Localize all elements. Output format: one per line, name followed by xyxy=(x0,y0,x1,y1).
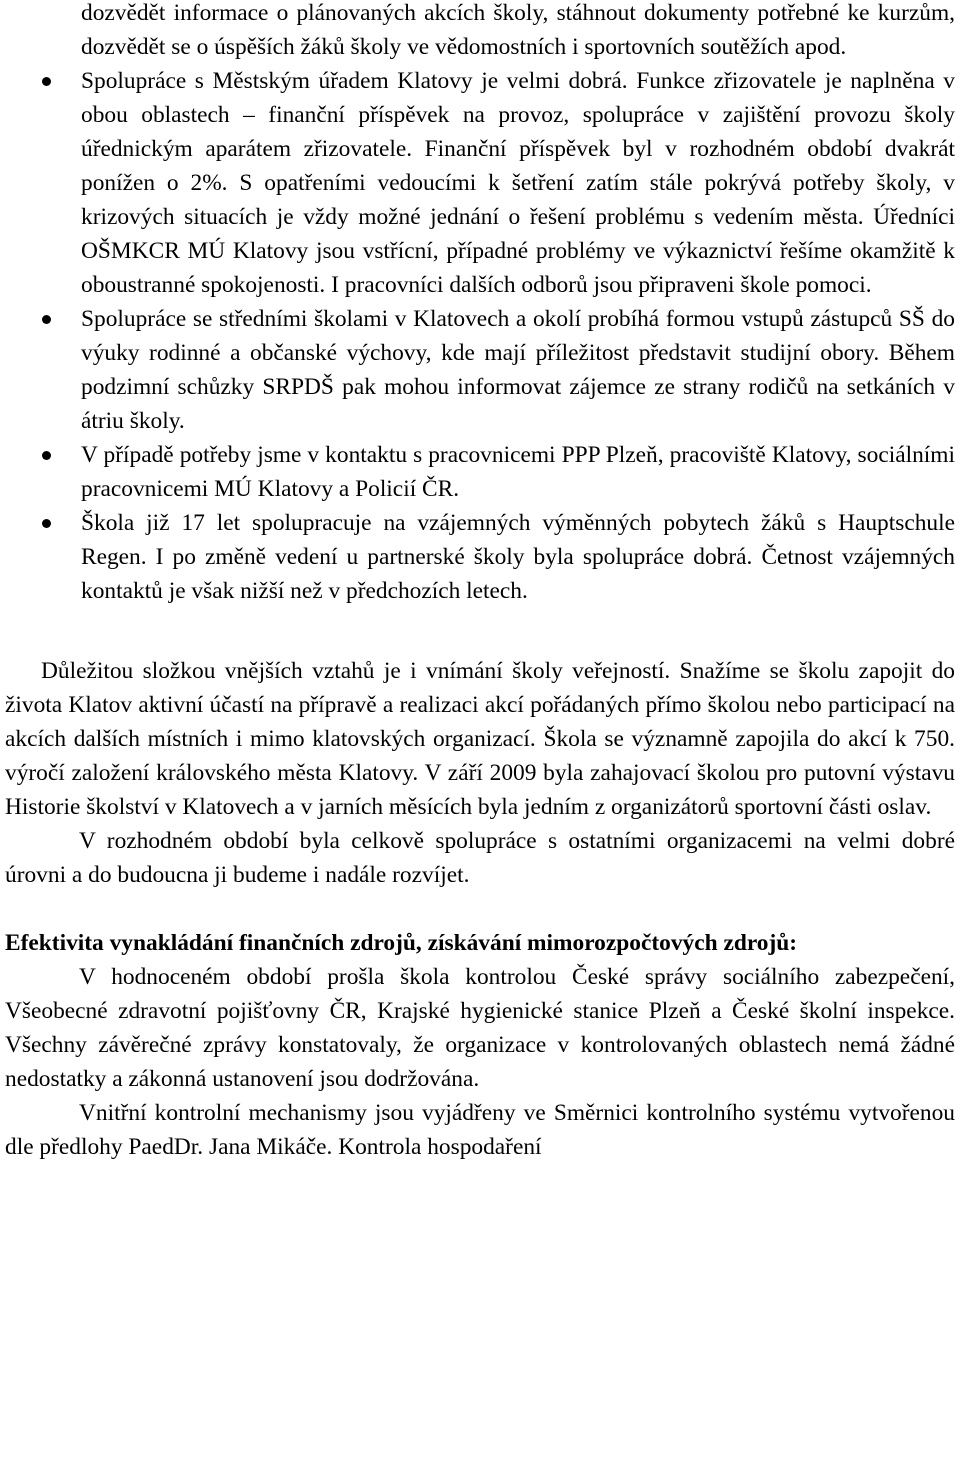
spacer xyxy=(5,608,955,654)
bullet-text: Škola již 17 let spolupracuje na vzájemných výměnných pobytech žáků s Hauptschule Regen. I po změně vedení u partnerské školy byla spolupráce dobrá. Četnost vzájemných kontaktů je však nižší než v předchozích letech. xyxy=(81,510,955,604)
bullet-item-exchange xyxy=(5,506,955,608)
bullet-item-secondary-schools xyxy=(5,302,955,438)
bullet-item-ppp-contact xyxy=(5,438,955,506)
paragraph-public-relations: Důležitou složkou vnějších vztahů je i vnímání školy veřejností. Snažíme se školu zapojit do života Klatov aktivní účastí na přípravě a realizaci akcí pořádaných přímo školou nebo participací na akcích dalších místních i mimo klatovských organizací. Škola se významně zapojila do akcí k 750. výročí založení královského města Klatovy. V září 2009 byla zahajovací školou pro putovní výstavu Historie školství v Klatovech a v jarních měsících byla jedním z organizátorů sportovní části oslav. xyxy=(5,658,955,820)
spacer xyxy=(5,892,955,926)
bullet-list xyxy=(5,0,955,608)
bullet-item-city-office xyxy=(5,64,955,302)
bullet-dot-icon xyxy=(42,451,51,460)
paragraph-inspection: V hodnoceném období prošla škola kontrolou České správy sociálního zabezpečení, Všeobecné zdravotní pojišťovny ČR, Krajské hygienické stanice Plzeň a České školní inspekce. Všechny závěrečné zprávy konstatovaly, že organizace v kontrolovaných oblastech nemá žádné nedostatky a zákonná ustanovení jsou dodržována. xyxy=(5,964,955,1092)
bullet-item-website xyxy=(5,0,955,64)
document-page xyxy=(5,0,955,1164)
bullet-text: V případě potřeby jsme v kontaktu s pracovnicemi PPP Plzeň, pracoviště Klatovy, sociálními pracovnicemi MÚ Klatovy a Policií ČR. xyxy=(81,442,955,502)
bullet-dot-icon xyxy=(42,519,51,528)
section-heading: Efektivita vynakládání finančních zdrojů, získávání mimorozpočtových zdrojů: xyxy=(5,930,798,956)
bullet-dot-icon xyxy=(42,77,51,86)
paragraph-internal-control: Vnitřní kontrolní mechanismy jsou vyjádřeny ve Směrnici kontrolního systému vytvořenou dle předlohy PaedDr. Jana Mikáče. Kontrola hospodaření xyxy=(5,1100,955,1160)
bullet-text: Spolupráce se středními školami v Klatovech a okolí probíhá formou vstupů zástupců SŠ do výuky rodinné a občanské výchovy, kde mají příležitost představit studijní obory. Během podzimní schůzky SRPDŠ pak mohou informovat zájemce ze strany rodičů na setkáních v átriu školy. xyxy=(81,306,955,434)
bullet-text: Spolupráce s Městským úřadem Klatovy je velmi dobrá. Funkce zřizovatele je naplněna v obou oblastech – finanční příspěvek na provoz, spolupráce v zajištění provozu školy úřednickým aparátem zřizovatele. Finanční příspěvek byl v rozhodném období dvakrát ponížen o 2%. S opatřeními vedoucími k šetření zatím stále pokrývá potřeby školy, v krizových situacích je vždy možné jednání o řešení problému s vedením města. Úředníci OŠMKCR MÚ Klatovy jsou vstřícní, případné problémy ve výkaznictví řešíme okamžitě k oboustranné spokojenosti. I pracovníci dalších odborů jsou připraveni škole pomoci. xyxy=(81,68,955,298)
paragraph-cooperation: V rozhodném období byla celkově spolupráce s ostatními organizacemi na velmi dobré úrovni a do budoucna ji budeme i nadále rozvíjet. xyxy=(5,828,955,888)
bullet-dot-icon xyxy=(42,315,51,324)
bullet-text: dozvědět informace o plánovaných akcích školy, stáhnout dokumenty potřebné ke kurzům, dozvědět se o úspěších žáků školy ve vědomostních i sportovních soutěžích apod. xyxy=(81,0,955,60)
